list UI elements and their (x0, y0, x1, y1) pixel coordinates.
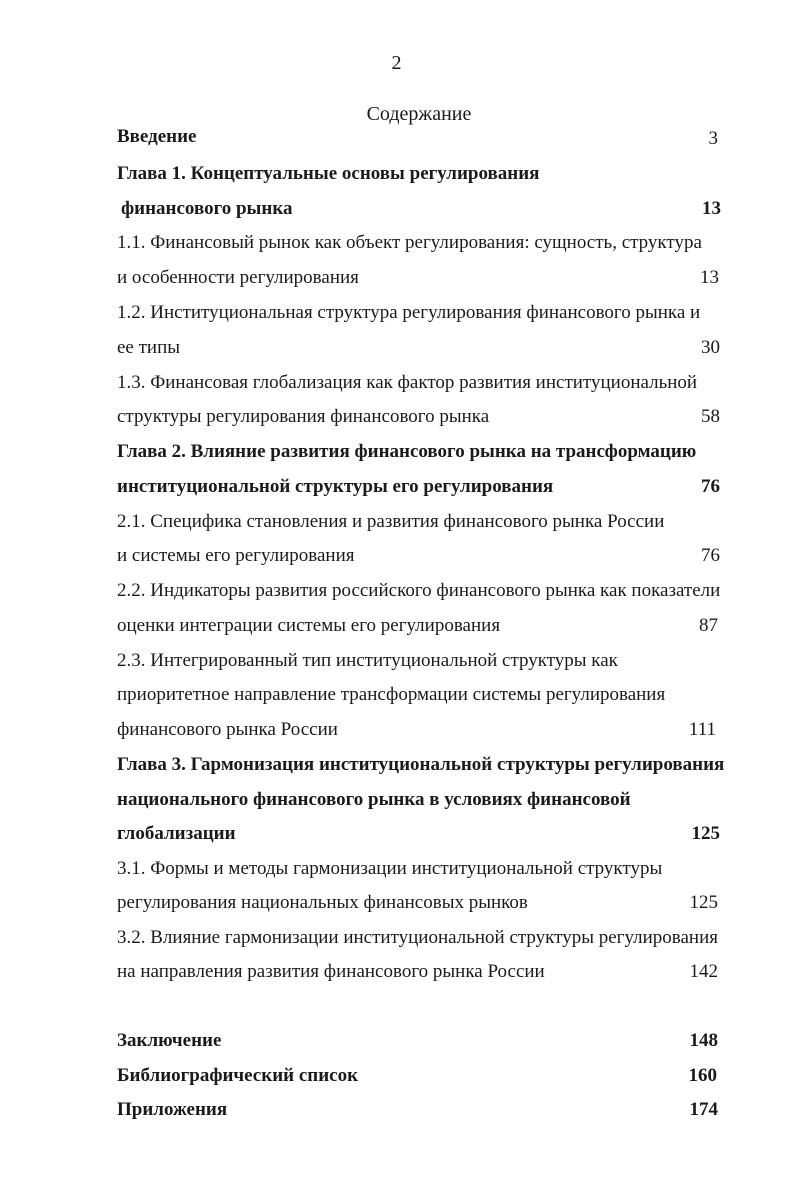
toc-ch1-title-line2: финансового рынка (121, 198, 293, 219)
toc-s2-1-line2: и системы его регулирования (117, 545, 355, 566)
toc-s3-2-line1: 3.2. Влияние гармонизации институциональной структуры регулирования (117, 927, 718, 948)
toc-appendices-label: Приложения (117, 1099, 228, 1120)
toc-s2-2-line2: оценки интеграции системы его регулирования (117, 615, 501, 636)
toc-s1-3-page: 58 (701, 406, 720, 427)
toc-appendices-page: 174 (689, 1099, 718, 1120)
toc-s2-3-line3: финансового рынка России (117, 719, 338, 740)
page-number: 2 (391, 52, 402, 74)
toc-s2-2-page: 87 (699, 615, 718, 636)
toc-ch2-title-line2: институциональной структуры его регулирования (117, 476, 554, 497)
toc-s2-1-page: 76 (701, 545, 720, 566)
toc-intro-page: 3 (708, 128, 718, 149)
toc-s1-1-page: 13 (700, 267, 719, 288)
toc-s3-1-line1: 3.1. Формы и методы гармонизации институциональной структуры (117, 858, 663, 879)
toc-ch3-page: 125 (691, 823, 720, 844)
toc-ch1-page: 13 (702, 198, 721, 219)
toc-conclusion-page: 148 (689, 1030, 718, 1051)
toc-ch2-page: 76 (701, 476, 720, 497)
toc-s1-2-page: 30 (701, 337, 720, 358)
toc-s3-1-page: 125 (689, 892, 718, 913)
toc-ch3-title-line2: национального финансового рынка в условиях финансовой (117, 789, 631, 810)
toc-title: Содержание (366, 103, 472, 125)
toc-s2-3-line1: 2.3. Интегрированный тип институциональной структуры как (117, 650, 618, 671)
toc-ch3-title-line1: Глава 3. Гармонизация институциональной структуры регулирования (117, 754, 725, 775)
toc-conclusion-label: Заключение (117, 1030, 222, 1051)
toc-ch3-title-line3: глобализации (117, 823, 236, 844)
toc-bibliography-label: Библиографический список (117, 1065, 359, 1086)
toc-s3-1-line2: регулирования национальных финансовых рынков (117, 892, 528, 913)
toc-s1-1-line1: 1.1. Финансовый рынок как объект регулирования: сущность, структура (117, 232, 702, 253)
toc-s2-1-line1: 2.1. Специфика становления и развития финансового рынка России (117, 511, 665, 532)
toc-s1-2-line2: ее типы (117, 337, 181, 358)
toc-s2-2-line1: 2.2. Индикаторы развития российского финансового рынка как показатели (117, 580, 721, 601)
toc-s1-2-line1: 1.2. Институциональная структура регулирования финансового рынка и (117, 302, 701, 323)
toc-s2-3-page: 111 (688, 719, 716, 740)
toc-s3-2-page: 142 (689, 961, 718, 982)
toc-s1-3-line2: структуры регулирования финансового рынка (117, 406, 490, 427)
toc-s1-3-line1: 1.3. Финансовая глобализация как фактор развития институциональной (117, 372, 698, 393)
toc-ch2-title-line1: Глава 2. Влияние развития финансового рынка на трансформацию (117, 441, 697, 462)
toc-s2-3-line2: приоритетное направление трансформации системы регулирования (117, 684, 666, 705)
toc-bibliography-page: 160 (688, 1065, 717, 1086)
toc-intro-label: Введение (117, 126, 197, 147)
toc-s3-2-line2: на направления развития финансового рынка России (117, 961, 545, 982)
toc-s1-1-line2: и особенности регулирования (117, 267, 359, 288)
toc-ch1-title-line1: Глава 1. Концептуальные основы регулирования (117, 163, 540, 184)
